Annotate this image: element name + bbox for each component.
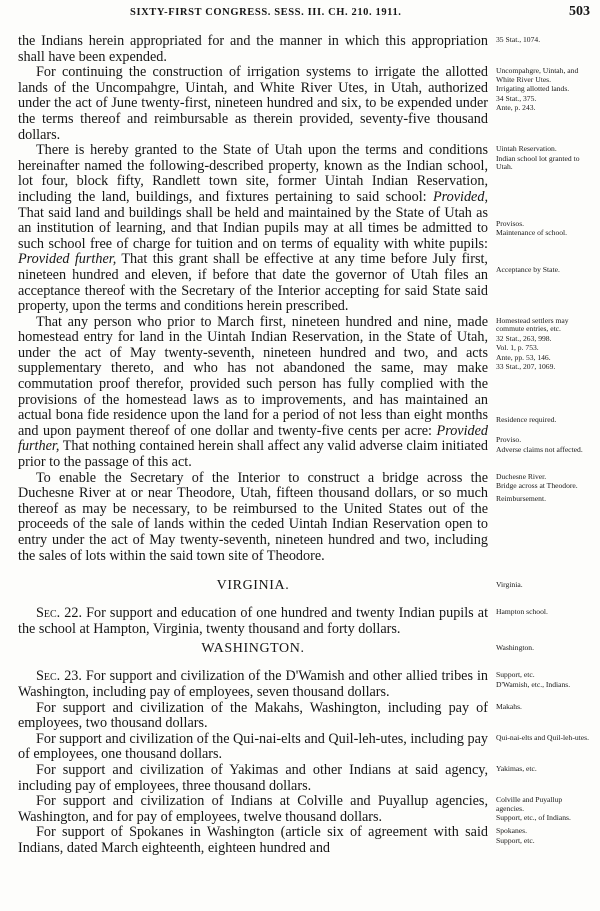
text-block (18, 606, 598, 637)
proviso-lead: Provided further, (18, 422, 489, 455)
margin-notes (496, 143, 592, 275)
main-text (18, 471, 488, 565)
margin-note: Reimbursement. (496, 493, 546, 503)
margin-note: Adverse claims not affected. (496, 444, 583, 454)
margin-notes (496, 794, 592, 824)
text-block (18, 732, 598, 763)
text-run: That nothing contained herein shall affect any valid adverse claim initiated prior to the passage of this act. (18, 438, 488, 471)
main-text (18, 732, 488, 763)
margin-notes (496, 34, 592, 46)
main-text (18, 315, 488, 471)
margin-note: Acceptance by State. (496, 264, 560, 274)
text-run: That said land and buildings shall be held and maintained by the State of Utah as an institution of learning, and that Indian pupils may at all times be admitted to such school free of charge for tuition and on terms of equality with white pupils: (18, 204, 488, 252)
text-block (18, 315, 598, 471)
margin-notes (496, 763, 592, 775)
proviso-lead: Provided, (432, 188, 488, 205)
page-body (18, 34, 598, 857)
running-title: SIXTY-FIRST CONGRESS. SESS. III. CH. 210. 1911. (130, 7, 402, 18)
margin-note: 34 Stat., 375. (496, 93, 537, 103)
main-text (18, 763, 488, 794)
margin-note: 33 Stat., 207, 1069. (496, 362, 556, 372)
margin-note: Support, etc., of Indians. (496, 813, 571, 823)
paragraph (18, 669, 488, 700)
text-run: That any person who prior to March first, nineteen hundred and nine, made homestead entry for land in the Uintah Indian Reservation, in the State of Utah, under the act of May twenty-seventh, nineteen hundred and two, and acts supplementary thereto, and who has not abandoned the same, may make commutation proof therefor, provided such person has fully complied with the provisions of the homestead laws as to improvements, and has maintained an actual bona fide residence upon the land for a period of not less than eight months and upon payment thereof of one dollar and twenty-five cents per acre: (18, 313, 488, 439)
margin-note: 35 Stat., 1074. (496, 35, 541, 44)
margin-notes (496, 641, 592, 654)
margin-note: Indian school lot granted to Utah. (496, 153, 580, 172)
text-run: For support and civilization of the D'Wamish and other allied tribes in Washington, including pay of employees, seven thousand dollars. (18, 668, 489, 700)
paragraph: the Indians herein appropriated for and the manner in which this appropriation shall have been expended. (18, 33, 488, 65)
text-block (18, 471, 598, 565)
margin-note: Uintah Reservation. (496, 144, 557, 154)
margin-note: Washington. (496, 643, 534, 653)
text-run: There is hereby granted to the State of Utah upon the terms and conditions hereinafter named the following-described property, known as the Indian school, lot four, block fifty, Randlett town site, former Uintah Indian Reservation, including the land, buildings, and fixtures pertaining to said school: (18, 142, 488, 205)
main-text (18, 143, 488, 315)
margin-note: Spokanes. (496, 826, 528, 836)
section-number: Sec. 23. (36, 668, 82, 685)
section-heading-row (18, 641, 598, 657)
margin-note: Maintenance of school. (496, 228, 568, 238)
margin-note: Homestead settlers may commute entries, etc. (496, 315, 569, 334)
section-number: Sec. 22. (36, 605, 83, 622)
paragraph: For support of Spokanes in Washington (article six of agreement with said Indians, dated March eighteenth, eighteen hundred and (18, 824, 488, 856)
margin-note: Hampton school. (496, 607, 548, 617)
section-heading: VIRGINIA. (216, 578, 290, 594)
main-text (18, 825, 488, 856)
paragraph (18, 315, 488, 471)
margin-notes (496, 669, 592, 690)
margin-note: Ante, p. 243. (496, 103, 536, 113)
text-run: That this grant shall be effective at any time before July first, nineteen hundred and eleven, if before that date the governor of Utah files an acceptance thereof with the Secretary of the Interior accepting for said State said property, upon the terms and conditions herein prescribed. (18, 251, 488, 315)
margin-note: Qui-nai-elts and Quil-leh-utes. (496, 732, 589, 742)
main-text (18, 701, 488, 732)
text-block (18, 65, 598, 143)
margin-note: Uncompahgre, Uintah, and White River Utes. (496, 66, 579, 84)
text-block (18, 763, 598, 794)
main-text (18, 606, 488, 637)
text-block (18, 794, 598, 825)
margin-note: Support, etc. (496, 670, 535, 680)
text-block (18, 669, 598, 700)
page-number: 503 (569, 4, 590, 19)
margin-note: Yakimas, etc. (496, 763, 537, 773)
margin-note: Virginia. (496, 580, 523, 590)
margin-note: Makahs. (496, 701, 522, 711)
margin-notes (496, 732, 592, 744)
section-heading-row (18, 578, 598, 594)
margin-notes (496, 315, 592, 456)
margin-notes (496, 701, 592, 713)
margin-notes (496, 578, 592, 591)
main-text (18, 34, 488, 65)
proviso-lead: Provided further, (18, 251, 117, 268)
paragraph: To enable the Secretary of the Interior to construct a bridge across the Duchesne River at or near Theodore, Utah, fifteen thousand dollars, or so much thereof as may be necessary, to be reimbursed to the United States out of the proceeds of the sale of lands within the ceded Uintah Indian Reservation open to entry under the act of May twenty-seventh, nineteen hundred and two, including the sales of lots within the said town site of Theodore. (18, 469, 488, 564)
margin-note: Vol. 1, p. 753. (496, 343, 539, 353)
margin-note: Duchesne River. (496, 471, 547, 481)
paragraph (18, 143, 488, 315)
margin-notes (496, 825, 592, 846)
margin-note: Residence required. (496, 414, 557, 424)
main-text (18, 794, 488, 825)
text-block (18, 34, 598, 65)
margin-note: Proviso. (496, 435, 522, 445)
margin-note: 32 Stat., 263, 998. (496, 333, 552, 343)
running-header (0, 4, 600, 22)
text-block (18, 825, 598, 856)
margin-note: D'Wamish, etc., Indians. (496, 679, 571, 689)
margin-note: Ante, pp. 53, 146. (496, 352, 551, 362)
margin-notes (496, 65, 592, 114)
section-heading: WASHINGTON. (201, 641, 305, 657)
margin-note: Bridge across at Theodore. (496, 481, 578, 491)
margin-note: Provisos. (496, 218, 525, 228)
main-text (18, 65, 488, 143)
text-block (18, 701, 598, 732)
main-text (18, 669, 488, 700)
text-block (18, 143, 598, 315)
margin-note: Irrigating allotted lands. (496, 84, 570, 94)
margin-notes (496, 606, 592, 618)
text-run: For support and education of one hundred and twenty Indian pupils at the school at Hampton, Virginia, twenty thousand and forty dollars. (18, 605, 489, 637)
margin-note: Support, etc. (496, 835, 535, 845)
paragraph (18, 606, 488, 637)
paragraph: For support and civilization of the Qui-nai-elts and Quil-leh-utes, including pay of employees, one thousand dollars. (18, 730, 488, 763)
margin-notes (496, 471, 592, 505)
paragraph: For support and civilization of Yakimas and other Indians at said agency, including pay of employees, three thousand dollars. (18, 761, 488, 794)
paragraph: For support and civilization of the Makahs, Washington, including pay of employees, two thousand dollars. (18, 699, 488, 732)
paragraph: For continuing the construction of irrigation systems to irrigate the allotted lands of the Uncompahgre, Uintah, and White River Utes, in Utah, authorized under the act of June twenty-first, nineteen hundred and six, to be expended under the terms thereof and reimbursable as therein provided, seventy-five thousand dollars. (18, 64, 488, 143)
margin-note: Colville and Puyallup agencies. (496, 795, 563, 813)
paragraph: For support and civilization of Indians at Colville and Puyallup agencies, Washington, and for pay of employees, twelve thousand dollars. (18, 793, 488, 825)
